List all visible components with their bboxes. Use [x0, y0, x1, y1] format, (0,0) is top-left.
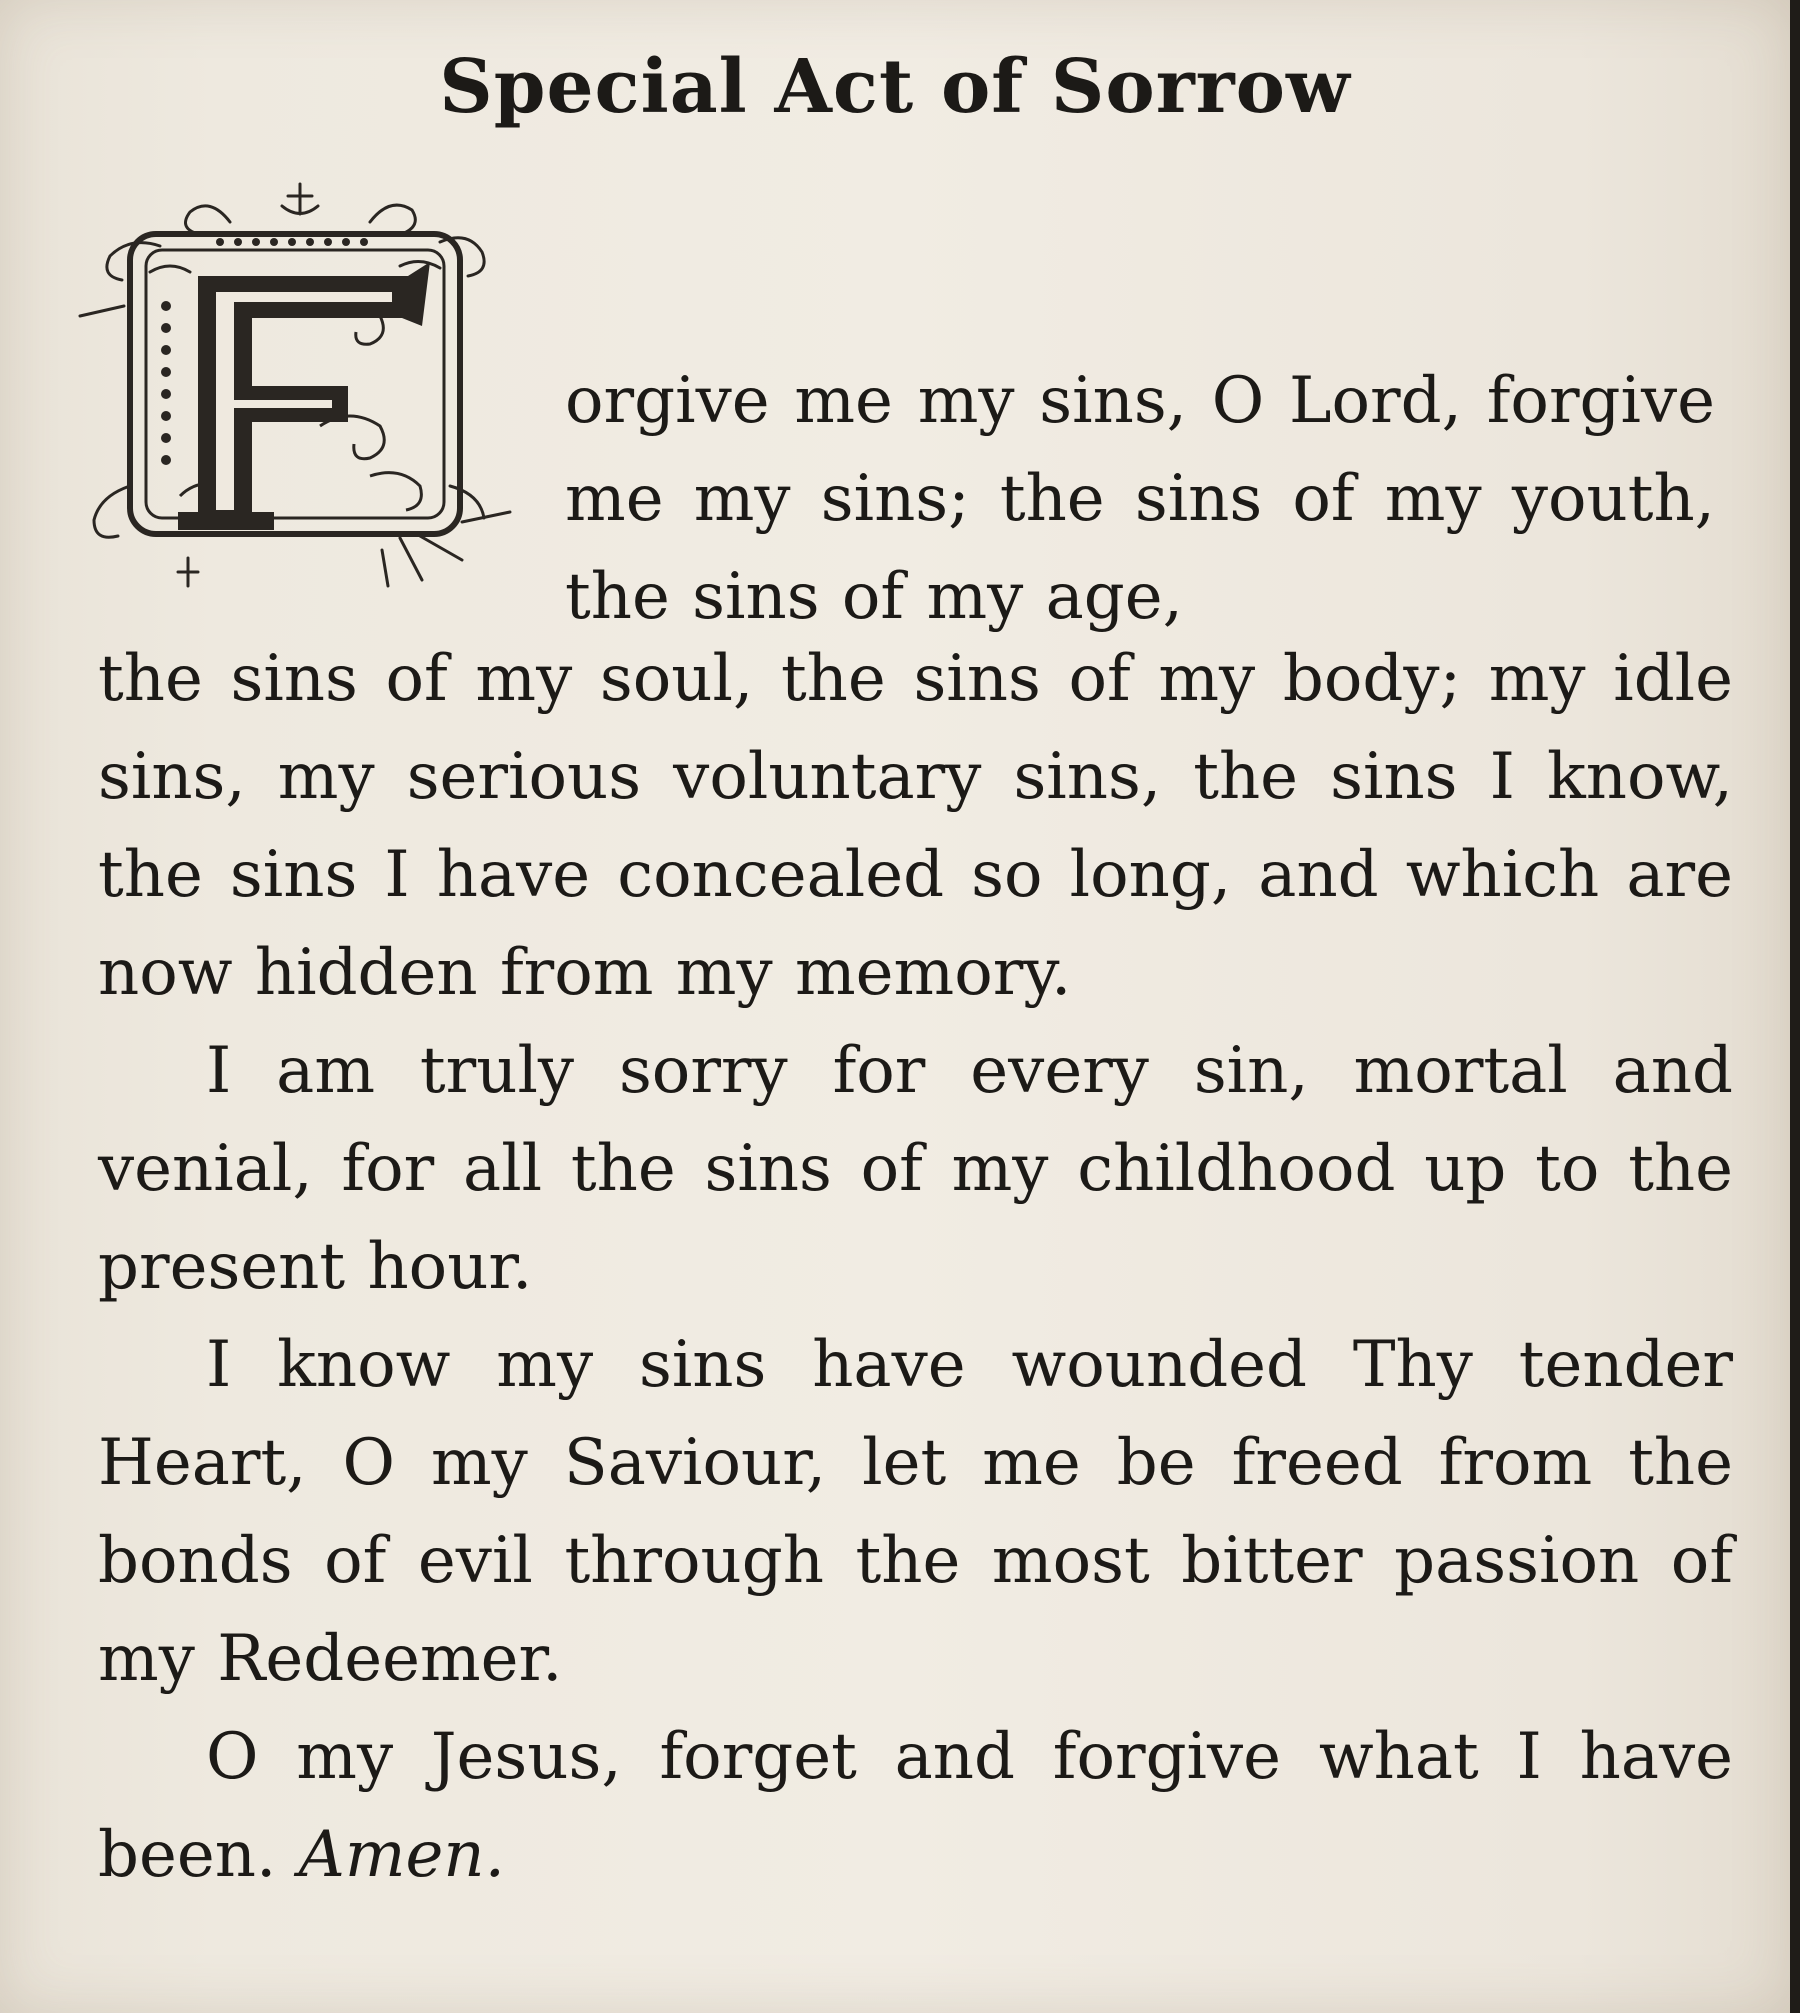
ornamental-drop-cap-f	[70, 176, 525, 616]
first-paragraph-rest: the sins of my soul, the sins of my body; my idle sins, my serious voluntary sins, the sins I know, the sins I have concealed so long, and which are now hidden from my memory.	[98, 642, 1733, 1010]
paragraph-wounded-heart: I know my sins have wounded Thy tender Heart, O my Saviour, let me be freed from the bonds of evil through the most bitter passion of my Redeemer.	[98, 1328, 1733, 1696]
page-title: Special Act of Sorrow	[439, 44, 1351, 130]
amen-text: Amen.	[298, 1818, 505, 1892]
paragraph-truly-sorry: I am truly sorry for every sin, mortal and venial, for all the sins of my childhood up to the present hour.	[98, 1034, 1733, 1304]
first-paragraph-lead: orgive me my sins, O Lord, forgive me my sins; the sins of my youth, the sins of my age,	[565, 364, 1715, 634]
paragraph-closing	[98, 1708, 1733, 1904]
prayer-body	[98, 630, 1733, 1904]
closing-text: O my Jesus, forget and forgive what I have been.	[98, 1720, 1733, 1892]
